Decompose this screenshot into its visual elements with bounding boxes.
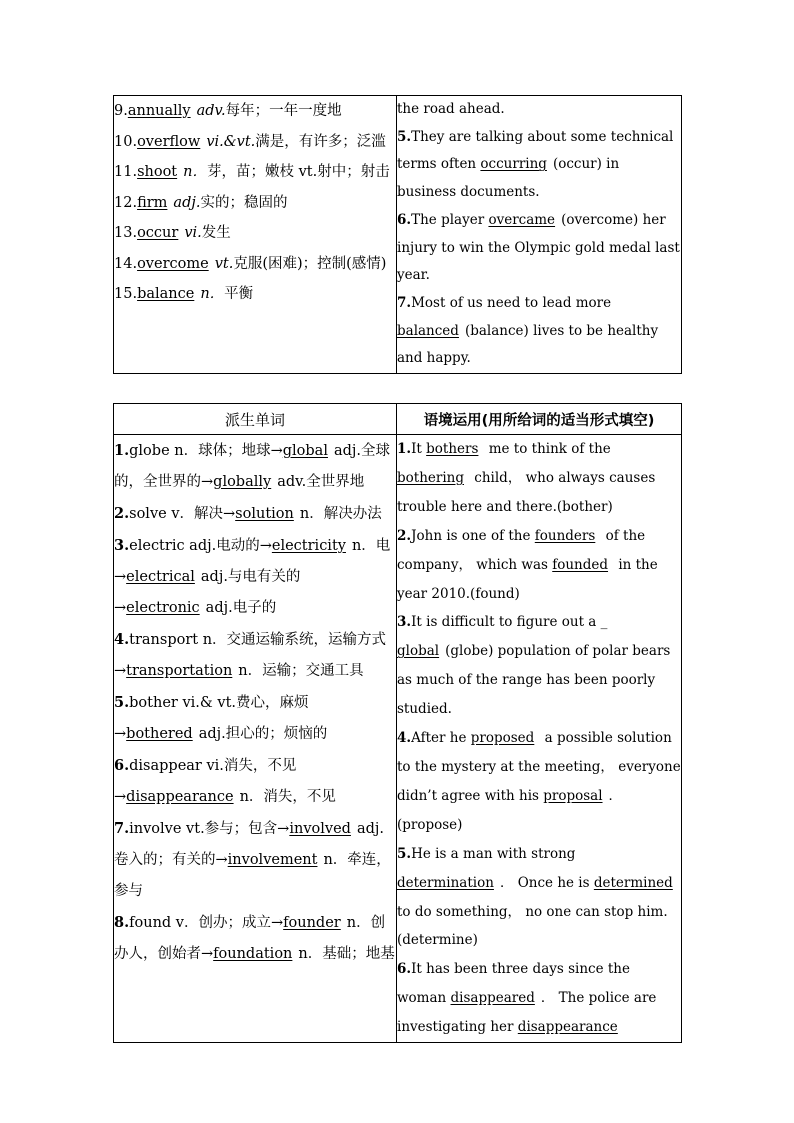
exercise-item: 5.He is a man with strong determination ． Once he is determined to do something， no one can stop him.(determine): [397, 845, 673, 949]
derivatives-table: [113, 403, 682, 1043]
exercise-item: 6.It has been three days since the woman disappeared ． The police are investigating her disappearance: [397, 961, 657, 1036]
vocab-entry: 12.firm adj.实的；稳固的: [114, 194, 288, 211]
vocab-entry: 9.annually adv.每年；一年一度地: [114, 103, 342, 119]
vocab-table-1: [113, 95, 682, 374]
derived-entry: 8.found v．创办；成立→founder n．创办人，创始者→foundation n．基础；地基: [114, 914, 395, 962]
context-usage-cell: [397, 435, 682, 1043]
exercise-item: 5.They are talking about some technical terms often occurring (occur) in business documents.: [397, 128, 674, 201]
derived-entry: 3.electric adj.电动的→electricity n．电→electrical adj.与电有关的→electronic adj.电子的: [114, 537, 391, 616]
derived-entry: 2.solve v．解决→solution n．解决办法: [114, 505, 382, 522]
header-derived-words: 派生单词: [114, 404, 397, 435]
header-context-usage: 语境运用(用所给词的适当形式填空): [397, 404, 682, 435]
derived-entry: 5.bother vi.& vt.费心，麻烦→bothered adj.担心的；烦恼的: [114, 694, 328, 742]
derived-words-cell: [114, 435, 397, 1043]
exercise-item: 1.It bothers me to think of the bothering child， who always causes trouble here and there.(bother): [397, 441, 656, 515]
derived-entry: 7.involve vt.参与；包含→involved adj.卷入的；有关的→involvement n．牵连，参与: [114, 820, 391, 899]
exercise-item: 3.It is difficult to figure out a _ global (globe) population of polar bears as much of the range has been poorly studied.: [397, 614, 671, 718]
vocab-entry: 14.overcome vt.克服(困难)；控制(感情): [114, 255, 387, 272]
derived-entry: 4.transport n．交通运输系统，运输方式→transportation n．运输；交通工具: [114, 631, 387, 679]
exercise-cell: [397, 96, 682, 374]
exercise-continuation: the road ahead.: [397, 101, 505, 117]
vocab-list-cell: [114, 96, 397, 374]
derived-entry: 6.disappear vi.消失，不见→disappearance n．消失，不见: [114, 757, 336, 805]
vocab-entry: 15.balance n．平衡: [114, 286, 254, 302]
vocab-entry: 10.overflow vi.&vt.满是，有许多；泛滥: [114, 133, 386, 150]
exercise-item: 2.John is one of the founders of the company， which was founded in the year 2010.(found): [397, 527, 658, 602]
derived-entry: 1.globe n．球体；地球→global adj.全球的，全世界的→globally adv.全世界地: [114, 442, 391, 490]
exercise-item: 7.Most of us need to lead more balanced (balance) lives to be healthy and happy.: [397, 294, 659, 367]
exercise-item: 6.The player overcame (overcome) her injury to win the Olympic gold medal last year.: [397, 211, 680, 284]
vocab-entry: 13.occur vi.发生: [114, 225, 231, 241]
exercise-item: 4.After he proposed a possible solution to the mystery at the meeting， everyone didn’t agree with his proposal ．(propose): [397, 730, 681, 833]
vocab-entry: 11.shoot n．芽，苗；嫩枝 vt.射中；射击: [114, 164, 390, 180]
